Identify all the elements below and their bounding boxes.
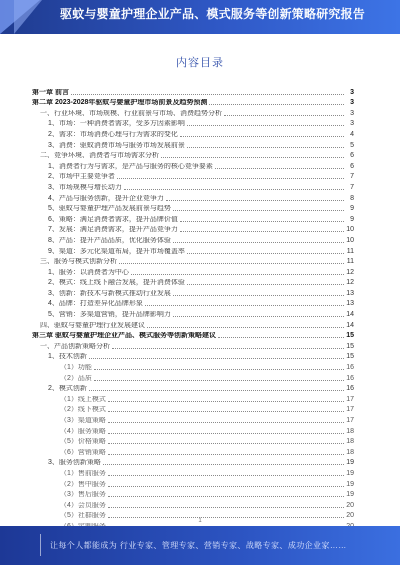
toc-entry-text: （2）品质 [60, 374, 92, 382]
toc-entry-text: 2、市场中主要竞争者 [48, 173, 115, 181]
toc-entry-text: 一、产品创新策略分析 [40, 342, 110, 350]
toc-entry-text: 5、营销：多渠道营销，提升品牌影响力 [48, 311, 171, 319]
toc-page-number: 12 [346, 268, 354, 276]
toc-leader-dots [215, 168, 344, 169]
toc-entry-text: 3、创新：新技术与新模式推动行业发展 [48, 289, 171, 297]
toc-entry[interactable] [32, 97, 354, 108]
toc-entry-text: 1、市场：一种消费者需求，受多方因素影响 [48, 120, 185, 128]
toc-page-number: 7 [350, 173, 354, 181]
toc-leader-dots [173, 210, 344, 211]
toc-entry[interactable] [32, 404, 354, 415]
footer-banner [0, 526, 400, 565]
toc-leader-dots [112, 348, 344, 349]
toc-entry[interactable] [32, 298, 354, 309]
toc-entry-text: 一、行业环境、市场规模、行业前景与市场、消费趋势分析 [40, 109, 222, 117]
toc-entry[interactable] [32, 446, 354, 457]
toc-page-number: 3 [350, 99, 354, 107]
toc-leader-dots [224, 115, 344, 116]
toc-page-number: 18 [346, 448, 354, 456]
toc-page-number: 6 [350, 152, 354, 160]
toc-entry-text: 4、品牌：打造差异化品牌形象 [48, 300, 143, 308]
toc-page-number: 17 [346, 395, 354, 403]
toc-leader-dots [180, 231, 344, 232]
toc-entry[interactable] [32, 266, 354, 277]
toc-leader-dots [108, 486, 344, 487]
toc-entry-text: 2、模式创新 [48, 385, 87, 393]
toc-entry[interactable] [32, 213, 354, 224]
toc-entry[interactable] [32, 340, 354, 351]
toc-entry[interactable] [32, 118, 354, 129]
toc-page-number: 20 [346, 512, 354, 520]
toc-leader-dots [108, 422, 344, 423]
toc-entry[interactable] [32, 478, 354, 489]
toc-entry[interactable] [32, 128, 354, 139]
toc-page-number: 11 [346, 247, 354, 255]
table-of-contents [32, 86, 354, 542]
toc-leader-dots [187, 147, 344, 148]
toc-page-number: 9 [350, 205, 354, 213]
toc-leader-dots [108, 411, 344, 412]
toc-entry-text: 5、驱蚊与婴童护理产品发展前景与趋势 [48, 205, 171, 213]
toc-page-number: 17 [346, 406, 354, 414]
toc-leader-dots [108, 475, 344, 476]
toc-entry-text: 1、技术创新 [48, 353, 87, 361]
toc-entry[interactable] [32, 489, 354, 500]
toc-leader-dots [131, 274, 344, 275]
toc-entry-text: 四、驱蚊与婴童护理行业发展建议 [40, 321, 145, 329]
toc-page-number: 4 [350, 130, 354, 138]
toc-page-number: 18 [346, 438, 354, 446]
toc-page-number: 15 [346, 332, 354, 340]
toc-entry[interactable] [32, 436, 354, 447]
toc-leader-dots [117, 178, 344, 179]
footer-slogan: 让每个人都能成为 行业专家、管理专家、营销专家、战略专家、成功企业家…… [50, 541, 347, 550]
toc-entry-text: 3、服务创新策略 [48, 459, 101, 467]
toc-leader-dots [166, 200, 344, 201]
toc-entry[interactable] [32, 86, 354, 97]
toc-entry-text: 1、消费者行为与需求，是产品与服务的核心竞争要素 [48, 162, 213, 170]
toc-entry[interactable] [32, 361, 354, 372]
toc-leader-dots [180, 136, 344, 137]
toc-page-number: 16 [346, 374, 354, 382]
toc-entry-text: 6、策略：满足消费者需求，提升品牌价值 [48, 215, 178, 223]
toc-entry[interactable] [32, 393, 354, 404]
toc-entry[interactable] [32, 308, 354, 319]
toc-entry-text: 第三章 驱蚊与婴童护理企业产品、模式服务等创新策略建议 [32, 332, 216, 340]
toc-leader-dots [108, 401, 344, 402]
toc-leader-dots [173, 295, 344, 296]
toc-heading: 内容目录 [176, 57, 224, 69]
toc-entry[interactable] [32, 467, 354, 478]
toc-entry[interactable] [32, 203, 354, 214]
toc-page-number: 14 [346, 311, 354, 319]
toc-page-number: 12 [346, 279, 354, 287]
toc-leader-dots [108, 507, 344, 508]
toc-entry-text: （1）功能 [60, 364, 92, 372]
toc-entry[interactable] [32, 245, 354, 256]
toc-leader-dots [94, 369, 344, 370]
toc-page-number: 10 [346, 226, 354, 234]
toc-leader-dots [161, 157, 344, 158]
toc-leader-dots [71, 94, 344, 95]
toc-entry-text: 3、市场规模与增长动力 [48, 183, 122, 191]
toc-entry-text: 二、竞争环境、消费者与市场需求分析 [40, 152, 159, 160]
toc-leader-dots [108, 433, 344, 434]
toc-leader-dots [108, 443, 344, 444]
toc-leader-dots [209, 104, 344, 105]
toc-entry-text: 1、服务：以消费者为中心 [48, 268, 129, 276]
toc-page-number: 17 [346, 417, 354, 424]
toc-entry-text: 3、消费：驱蚊消费市场与服务市场发展前景 [48, 141, 185, 149]
toc-entry[interactable] [32, 287, 354, 298]
toc-page-number: 9 [350, 215, 354, 223]
toc-entry[interactable] [32, 171, 354, 182]
toc-leader-dots [147, 327, 344, 328]
toc-entry-text: 9、渠道：多元化渠道布局，提升市场覆盖率 [48, 247, 185, 255]
toc-entry[interactable] [32, 234, 354, 245]
toc-page-number: 18 [346, 427, 354, 435]
toc-entry-text: （6）营销策略 [60, 448, 106, 456]
toc-entry[interactable] [32, 150, 354, 161]
toc-entry-text: 8、产品：提升产品品质，优化服务体验 [48, 236, 171, 244]
toc-entry-text: （2）售中服务 [60, 480, 106, 488]
toc-page-number: 11 [346, 258, 354, 266]
toc-page-number: 14 [346, 321, 354, 329]
toc-leader-dots [119, 263, 344, 264]
report-title: 驱蚊与婴童护理企业产品、模式服务等创新策略研究报告 [60, 7, 366, 21]
toc-entry[interactable] [32, 351, 354, 362]
toc-leader-dots [89, 358, 344, 359]
toc-entry[interactable] [32, 160, 354, 171]
toc-page-number: 15 [346, 342, 354, 350]
toc-entry-text: 第二章 2023-2028年驱蚊与婴童护理市场前景及趋势预测 [32, 99, 208, 107]
toc-entry[interactable] [32, 499, 354, 510]
toc-page-number: 6 [350, 162, 354, 170]
toc-entry[interactable] [32, 256, 354, 267]
toc-page-number: 8 [350, 194, 354, 202]
toc-entry[interactable] [32, 383, 354, 394]
toc-leader-dots [94, 380, 344, 381]
toc-entry-text: （5）价格策略 [60, 438, 106, 446]
toc-entry[interactable] [32, 224, 354, 235]
toc-entry[interactable] [32, 425, 354, 436]
header-banner [0, 0, 400, 34]
toc-leader-dots [180, 221, 344, 222]
toc-entry-text: （1）售前服务 [60, 469, 106, 477]
toc-entry-text: 4、产品与服务创新，提升企业竞争力 [48, 194, 164, 202]
toc-leader-dots [124, 189, 344, 190]
toc-entry-text: （4）会员服务 [60, 501, 106, 509]
toc-leader-dots [173, 316, 344, 317]
toc-page-number: 7 [350, 183, 354, 191]
toc-page-number: 19 [346, 469, 354, 477]
toc-entry-text: （2）线下模式 [60, 406, 106, 414]
toc-leader-dots [173, 242, 344, 243]
toc-entry-text: 2、模式：线上线下融合发展，提升消费体验 [48, 279, 185, 287]
toc-page-number: 16 [346, 364, 354, 372]
toc-entry-text: 三、服务与模式创新分析 [40, 258, 117, 266]
toc-leader-dots [103, 464, 344, 465]
toc-entry[interactable] [32, 330, 354, 341]
toc-entry[interactable] [32, 277, 354, 288]
toc-entry[interactable] [32, 192, 354, 203]
toc-page-number: 20 [346, 501, 354, 509]
toc-entry-text: 第一章 前言 [32, 88, 69, 96]
toc-page-number: 3 [350, 109, 354, 117]
toc-leader-dots [108, 496, 344, 497]
toc-leader-dots [187, 125, 344, 126]
toc-page-number: 19 [346, 459, 354, 467]
toc-page-number: 13 [346, 289, 354, 297]
toc-entry-text: （3）售后服务 [60, 491, 106, 499]
toc-leader-dots [187, 284, 344, 285]
toc-leader-dots [187, 253, 344, 254]
toc-page-number: 10 [346, 236, 354, 244]
toc-entry[interactable] [32, 457, 354, 468]
toc-leader-dots [89, 390, 344, 391]
toc-entry-text: 2、需求：市场消费心理与行为需求的变化 [48, 130, 178, 138]
page-number: 1 [198, 518, 202, 524]
toc-entry[interactable] [32, 139, 354, 150]
toc-page-number: 3 [350, 120, 354, 128]
toc-leader-dots [108, 454, 344, 455]
toc-entry[interactable] [32, 414, 354, 425]
toc-entry[interactable] [32, 107, 354, 118]
toc-page-number: 3 [350, 88, 354, 96]
toc-page-number: 15 [346, 353, 354, 361]
toc-entry[interactable] [32, 181, 354, 192]
toc-page-number: 19 [346, 480, 354, 488]
toc-leader-dots [218, 337, 344, 338]
toc-entry-text: （3）渠道策略 [60, 417, 106, 424]
footer-divider [40, 534, 41, 556]
toc-leader-dots [145, 305, 344, 306]
toc-page-number: 13 [346, 300, 354, 308]
toc-page-number: 16 [346, 385, 354, 393]
toc-entry[interactable] [32, 319, 354, 330]
toc-page-number: 19 [346, 491, 354, 499]
header-decoration-light [14, 0, 42, 34]
toc-entry-text: （4）服务策略 [60, 427, 106, 435]
toc-entry-text: （5）社群服务 [60, 512, 106, 520]
toc-entry-text: （1）线上模式 [60, 395, 106, 403]
toc-entry[interactable] [32, 372, 354, 383]
toc-page-number: 5 [350, 141, 354, 149]
toc-entry-text: 7、发展：满足消费需求，提升产品竞争力 [48, 226, 178, 234]
